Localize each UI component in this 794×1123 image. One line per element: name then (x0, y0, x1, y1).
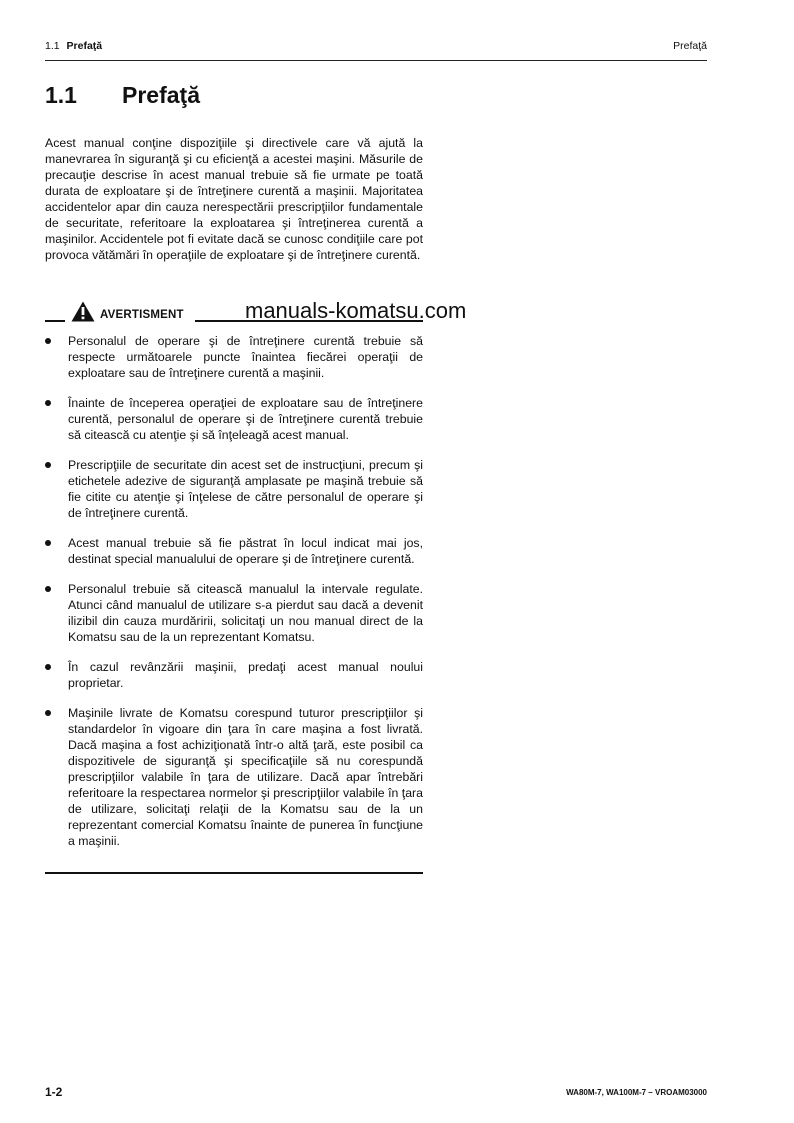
warning-list-item (45, 659, 423, 691)
watermark-text: manuals-komatsu.com (245, 298, 467, 323)
warning-list-item (45, 333, 423, 381)
warning-list-item (45, 395, 423, 443)
warning-list-item (45, 535, 423, 567)
warning-item-text: Acest manual trebuie să fie păstrat în locul indicat mai jos, destinat special manualului de operare şi de întreţinere curentă. (68, 536, 423, 566)
warning-item-text: Personalul de operare şi de întreţinere curentă trebuie să respecte următoarele puncte înaintea fiecărei operaţii de exploatare sau de întreţinere curentă a maşinii. (68, 334, 423, 380)
warning-item-text: Prescripţiile de securitate din acest set de instrucţiuni, precum şi etichetele adezive de siguranţă amplasate pe maşină trebuie să fie citite cu atenţie şi înţelese de către personalul de operare şi de întreţinere curentă. (68, 458, 423, 520)
bullet-dot-icon (45, 710, 51, 716)
warning-list (45, 333, 423, 863)
bullet-dot-icon (45, 540, 51, 546)
intro-paragraph: Acest manual conţine dispoziţiile şi directivele care vă ajută la manevrarea în siguranţă şi cu eficienţă a acestei maşini. Măsurile de precauţie descrise în acest manual trebuie să fie urmate pe toată durata de exploatare şi de întreţinere curentă a maşinii. Majoritatea accidentelor apar din cauza nerespectării prescripţiilor fundamentale de securitate, referitoare la exploatarea şi întreţinerea curentă a maşinilor. Accidentele pot fi evitate dacă se cunosc condiţiile care pot provoca vătămări în operaţiile de exploatare şi de întreţinere curentă. (45, 136, 423, 262)
bullet-dot-icon (45, 338, 51, 344)
bullet-dot-icon (45, 400, 51, 406)
warning-item-text: Maşinile livrate de Komatsu corespund tuturor prescripţiilor şi standardelor în vigoare din ţara în care maşina a fost livrată. Dacă maşina a fost achiziţionată într-o altă ţară, este posibil ca dispozitivele de siguranţă şi specificaţiile să nu corespundă prescripţiilor valabile în ţara de utilizare. Dacă apar întrebări referitoare la respectarea normelor şi prescripţiilor valabile în ţara de utilizare, solicitaţi relaţii de la Komatsu sau de la un reprezentant comercial Komatsu înainte de punerea în funcţiune a maşinii. (68, 706, 423, 848)
warning-rule-left (45, 320, 65, 322)
page-heading (45, 82, 200, 109)
warning-item-text: În cazul revânzării maşinii, predaţi acest manual noului proprietar. (68, 660, 423, 690)
warning-list-item (45, 457, 423, 521)
warning-label: AVERTISMENT (100, 309, 184, 321)
bullet-dot-icon (45, 664, 51, 670)
footer-page-number: 1-2 (45, 1085, 63, 1099)
warning-item-text: Personalul trebuie să citească manualul la intervale regulate. Atunci când manualul de utilizare s-a pierdut sau dacă a devenit ilizibil din cauza murdăririi, solicitaţi un nou manual direct de la Komatsu sau de la un reprezentant Komatsu. (68, 582, 423, 644)
heading-title: Prefaţă (122, 82, 200, 108)
running-header-section-title: Prefaţă (66, 40, 103, 52)
footer-document-id: WA80M-7, WA100M-7 – VROAM03000 (566, 1088, 707, 1097)
running-header-section-number: 1.1 (45, 40, 60, 52)
bullet-dot-icon (45, 462, 51, 468)
warning-triangle-icon (71, 301, 95, 322)
running-header (45, 40, 707, 56)
warning-item-text: Înainte de începerea operaţiei de exploatare sau de întreţinere curentă, personalul de operare şi de întreţinere curentă trebuie să citească cu atenţie şi să înţeleagă acest manual. (68, 396, 423, 442)
heading-number: 1.1 (45, 82, 77, 108)
running-header-section (45, 40, 102, 52)
bullet-dot-icon (45, 586, 51, 592)
header-divider (45, 60, 707, 61)
warning-list-item (45, 705, 423, 849)
running-header-right-title: Prefaţă (673, 40, 707, 52)
warning-list-item (45, 581, 423, 645)
warning-end-rule (45, 872, 423, 874)
